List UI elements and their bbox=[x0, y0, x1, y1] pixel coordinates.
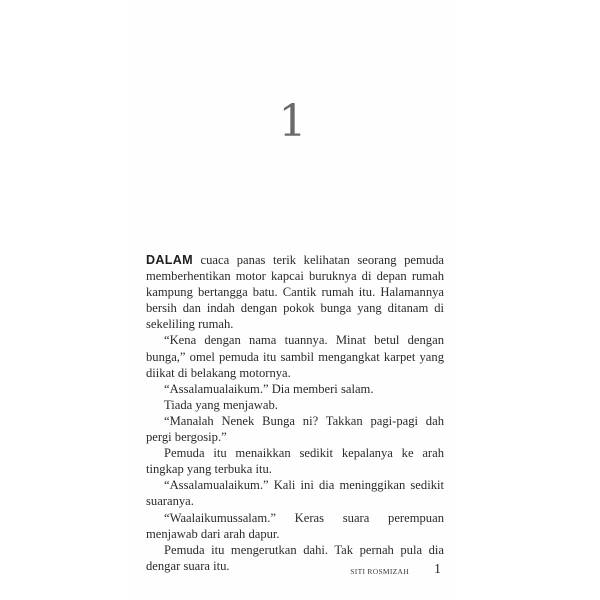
running-footer-author: SITI ROSMIZAH bbox=[350, 567, 409, 576]
paragraph-text: cuaca panas terik kelihatan seorang pemuda memberhentikan motor kapcai buruknya di depan rumah kampung bertangga batu. Cantik rumah itu. Halamannya bersih dan indah dengan pokok bunga yang ditanam di sekeliling rumah. bbox=[146, 253, 444, 332]
paragraph: Pemuda itu menaikkan sedikit kepalanya ke arah tingkap yang terbuka itu. bbox=[146, 446, 444, 477]
page-footer bbox=[130, 562, 455, 582]
chapter-body bbox=[146, 252, 444, 574]
paragraph bbox=[146, 252, 444, 332]
paragraph: “Manalah Nenek Bunga ni? Takkan pagi-pagi dah pergi bergosip.” bbox=[146, 413, 444, 445]
paragraph: “Waalaikumussalam.” Keras suara perempuan menjawab dari arah dapur. bbox=[146, 510, 444, 541]
paragraph: Tiada yang menjawab. bbox=[164, 397, 278, 412]
paragraph: Pemuda itu mengerutkan dahi. Tak pernah pula dia dengar suara itu. bbox=[146, 542, 444, 573]
chapter-number: 1 bbox=[278, 96, 307, 147]
paragraph: “Kena dengan nama tuannya. Minat betul dengan bunga,” omel pemuda itu sambil mengangkat karpet yang diikat di belakang motornya. bbox=[146, 333, 444, 380]
page-number: 1 bbox=[434, 562, 441, 577]
book-page bbox=[130, 0, 455, 600]
paragraph: “Assalamualaikum.” Kali ini dia meninggikan sedikit suaranya. bbox=[146, 478, 444, 509]
paragraph: “Assalamualaikum.” Dia memberi salam. bbox=[164, 381, 374, 396]
lead-word: DALAM bbox=[146, 253, 193, 267]
